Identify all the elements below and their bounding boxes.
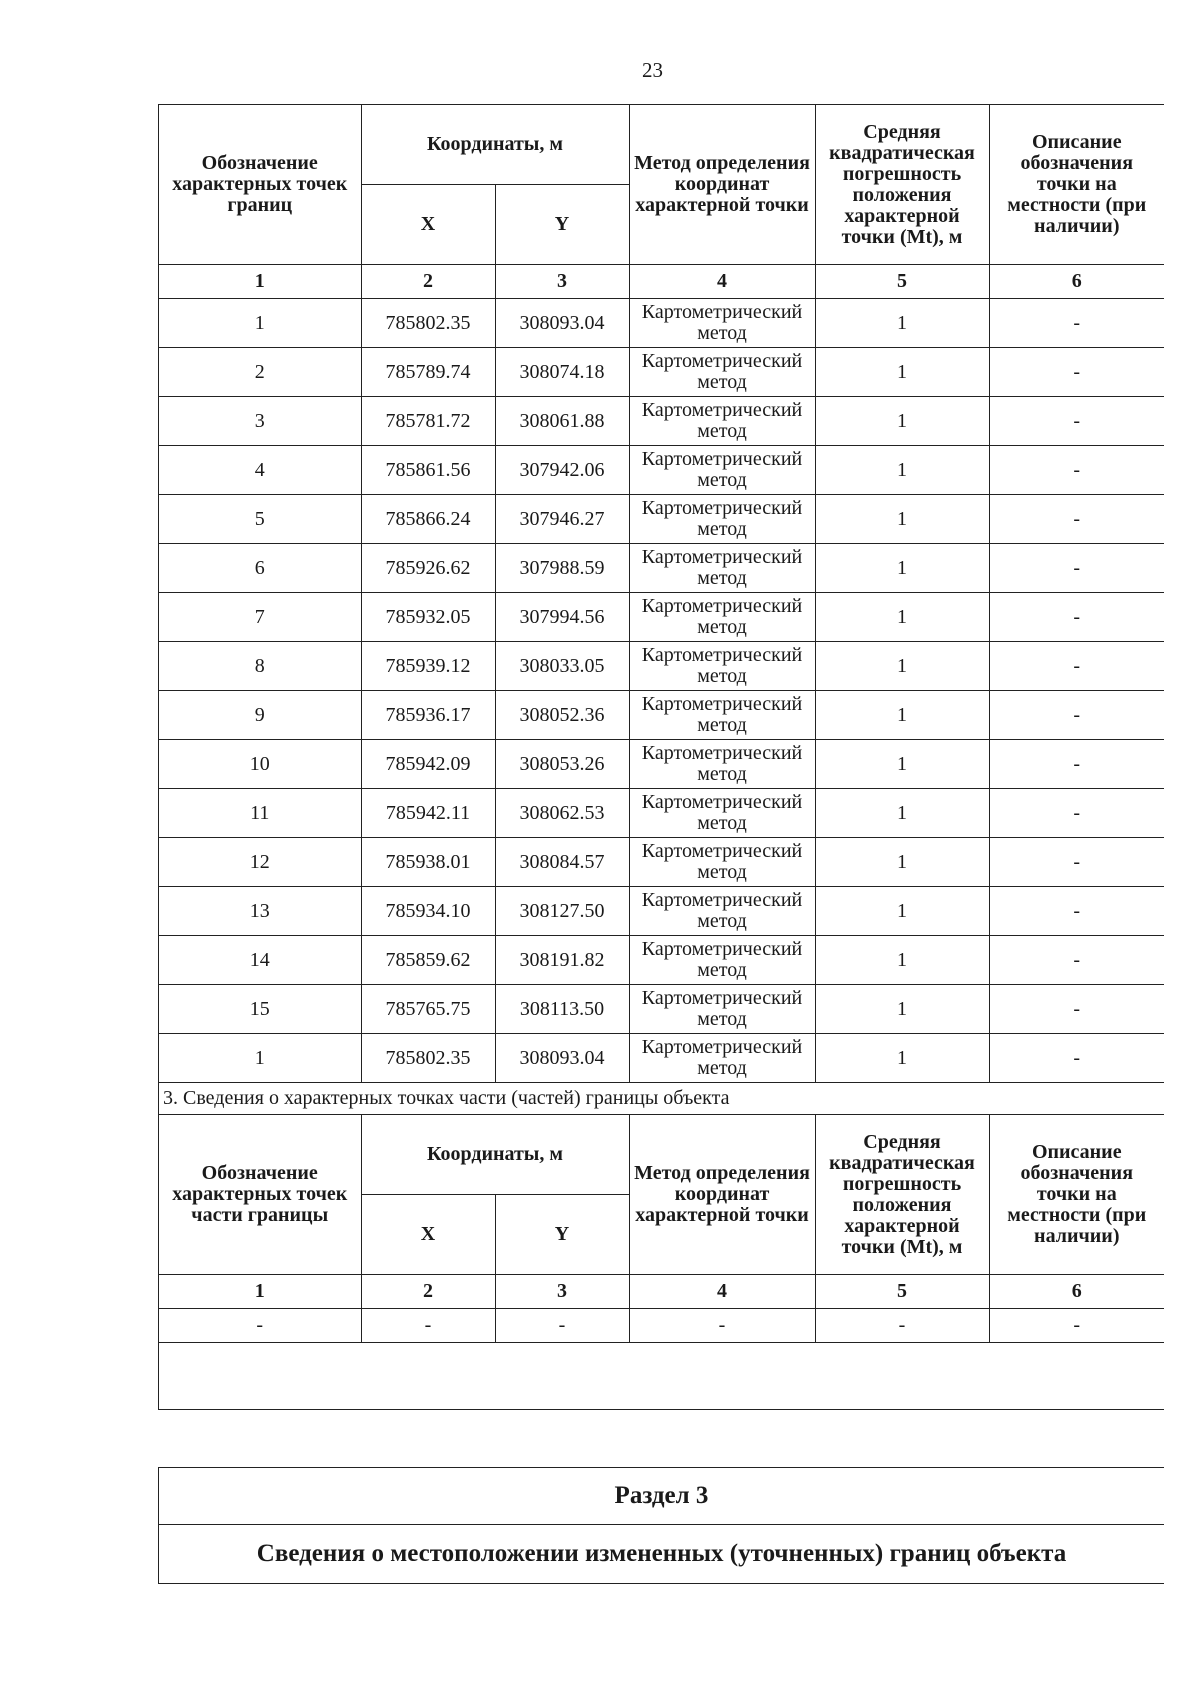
error-value: 1: [815, 691, 989, 740]
x-coordinate: 785802.35: [361, 1034, 495, 1083]
description: -: [989, 936, 1164, 985]
header-method: Метод определения координат характерной точки: [629, 1115, 815, 1275]
x-coordinate: 785781.72: [361, 397, 495, 446]
y-coordinate: 308191.82: [495, 936, 629, 985]
method-line: метод: [697, 616, 747, 638]
method-line: метод: [697, 812, 747, 834]
dash-cell: -: [159, 1309, 361, 1343]
point-number: 15: [159, 985, 361, 1034]
y-coordinate: 307946.27: [495, 495, 629, 544]
description: -: [989, 985, 1164, 1034]
y-coordinate: 308093.04: [495, 299, 629, 348]
coordinates-document: [158, 104, 1164, 1410]
error-value: 1: [815, 1034, 989, 1083]
page-number: 23: [642, 58, 663, 82]
dash-cell: -: [495, 1309, 629, 1343]
y-coordinate: 307988.59: [495, 544, 629, 593]
error-value: 1: [815, 397, 989, 446]
boundary-points-table: [159, 104, 1164, 1410]
description: -: [989, 887, 1164, 936]
point-number: 7: [159, 593, 361, 642]
method-line: метод: [697, 910, 747, 932]
x-coordinate: 785866.24: [361, 495, 495, 544]
column-number: 1: [159, 1275, 361, 1309]
table-row: [159, 740, 1164, 789]
description: -: [989, 691, 1164, 740]
method: [629, 691, 815, 740]
method-line: метод: [697, 959, 747, 981]
column-number: 5: [815, 1275, 989, 1309]
column-number: 4: [629, 265, 815, 299]
table-row: [159, 397, 1164, 446]
point-number: 1: [159, 299, 361, 348]
method: [629, 985, 815, 1034]
error-value: 1: [815, 446, 989, 495]
header-y: Y: [495, 1195, 629, 1275]
method-line: Картометрический: [641, 546, 803, 568]
method-line: Картометрический: [641, 889, 803, 911]
column-number: 3: [495, 1275, 629, 1309]
header-point-designation: Обозначение характерных точек границ: [159, 105, 361, 265]
y-coordinate: 307994.56: [495, 593, 629, 642]
y-coordinate: 308033.05: [495, 642, 629, 691]
method-line: метод: [697, 567, 747, 589]
header-description: Описание обозначения точки на местности (при наличии): [989, 1115, 1164, 1275]
error-value: 1: [815, 887, 989, 936]
x-coordinate: 785765.75: [361, 985, 495, 1034]
description: -: [989, 838, 1164, 887]
method-line: метод: [697, 1008, 747, 1030]
error-value: 1: [815, 544, 989, 593]
method: [629, 593, 815, 642]
error-value: 1: [815, 348, 989, 397]
error-value: 1: [815, 593, 989, 642]
point-number: 2: [159, 348, 361, 397]
header-error: Средняя квадратическая погрешность положения характерной точки (Mt), м: [815, 105, 989, 265]
column-number: 6: [989, 1275, 1164, 1309]
method-line: Картометрический: [641, 350, 803, 372]
header-coordinates: Координаты, м: [361, 105, 629, 185]
dash-cell: -: [629, 1309, 815, 1343]
header-point-designation: Обозначение характерных точек части границы: [159, 1115, 361, 1275]
point-number: 3: [159, 397, 361, 446]
table-row: [159, 299, 1164, 348]
y-coordinate: 308093.04: [495, 1034, 629, 1083]
description: -: [989, 495, 1164, 544]
method: [629, 397, 815, 446]
method-line: Картометрический: [641, 791, 803, 813]
method-line: метод: [697, 469, 747, 491]
method-line: метод: [697, 763, 747, 785]
point-number: 13: [159, 887, 361, 936]
column-number: 4: [629, 1275, 815, 1309]
point-number: 12: [159, 838, 361, 887]
description: -: [989, 1034, 1164, 1083]
point-number: 4: [159, 446, 361, 495]
table-row: [159, 1034, 1164, 1083]
point-number: 11: [159, 789, 361, 838]
method-line: Картометрический: [641, 301, 803, 323]
table-row: [159, 985, 1164, 1034]
empty-data-row: [159, 1309, 1164, 1343]
dash-cell: -: [361, 1309, 495, 1343]
method-line: метод: [697, 1057, 747, 1079]
x-coordinate: 785802.35: [361, 299, 495, 348]
description: -: [989, 348, 1164, 397]
column-numbers-row: [159, 1275, 1164, 1309]
table-row: [159, 495, 1164, 544]
header-coordinates: Координаты, м: [361, 1115, 629, 1195]
column-number: 3: [495, 265, 629, 299]
method: [629, 495, 815, 544]
section-3-box: [158, 1467, 1164, 1584]
table-row: [159, 544, 1164, 593]
method-line: метод: [697, 420, 747, 442]
method: [629, 838, 815, 887]
point-number: 9: [159, 691, 361, 740]
parts-caption: 3. Сведения о характерных точках части (частей) границы объекта: [159, 1083, 1164, 1115]
table-row: [159, 887, 1164, 936]
method: [629, 299, 815, 348]
method-line: метод: [697, 518, 747, 540]
y-coordinate: 308074.18: [495, 348, 629, 397]
header-x: X: [361, 185, 495, 265]
method: [629, 740, 815, 789]
method-line: Картометрический: [641, 840, 803, 862]
y-coordinate: 307942.06: [495, 446, 629, 495]
y-coordinate: 308113.50: [495, 985, 629, 1034]
point-number: 5: [159, 495, 361, 544]
method-line: Картометрический: [641, 644, 803, 666]
header-method: Метод определения координат характерной точки: [629, 105, 815, 265]
table-row: [159, 789, 1164, 838]
method: [629, 348, 815, 397]
column-numbers-row: [159, 265, 1164, 299]
x-coordinate: 785934.10: [361, 887, 495, 936]
column-number: 2: [361, 265, 495, 299]
blank-cell: [159, 1343, 1164, 1410]
x-coordinate: 785926.62: [361, 544, 495, 593]
table-row: [159, 691, 1164, 740]
y-coordinate: 308084.57: [495, 838, 629, 887]
point-number: 14: [159, 936, 361, 985]
point-number: 8: [159, 642, 361, 691]
error-value: 1: [815, 495, 989, 544]
method: [629, 642, 815, 691]
method: [629, 789, 815, 838]
method-line: Картометрический: [641, 938, 803, 960]
method-line: метод: [697, 714, 747, 736]
table-row: [159, 936, 1164, 985]
error-value: 1: [815, 740, 989, 789]
y-coordinate: 308052.36: [495, 691, 629, 740]
y-coordinate: 308127.50: [495, 887, 629, 936]
method-line: Картометрический: [641, 693, 803, 715]
method: [629, 544, 815, 593]
method: [629, 446, 815, 495]
x-coordinate: 785789.74: [361, 348, 495, 397]
table-row: [159, 838, 1164, 887]
dash-cell: -: [989, 1309, 1164, 1343]
dash-cell: -: [815, 1309, 989, 1343]
x-coordinate: 785939.12: [361, 642, 495, 691]
header-error: Средняя квадратическая погрешность положения характерной точки (Mt), м: [815, 1115, 989, 1275]
description: -: [989, 544, 1164, 593]
section-subtitle: Сведения о местоположении измененных (уточненных) границ объекта: [256, 1540, 1067, 1567]
description: -: [989, 299, 1164, 348]
error-value: 1: [815, 789, 989, 838]
method-line: Картометрический: [641, 497, 803, 519]
method: [629, 1034, 815, 1083]
method-line: Картометрический: [641, 1036, 803, 1058]
y-coordinate: 308053.26: [495, 740, 629, 789]
point-number: 10: [159, 740, 361, 789]
x-coordinate: 785859.62: [361, 936, 495, 985]
description: -: [989, 397, 1164, 446]
method-line: метод: [697, 322, 747, 344]
method: [629, 887, 815, 936]
description: -: [989, 446, 1164, 495]
point-number: 6: [159, 544, 361, 593]
header-description: Описание обозначения точки на местности (при наличии): [989, 105, 1164, 265]
x-coordinate: 785942.11: [361, 789, 495, 838]
point-number: 1: [159, 1034, 361, 1083]
x-coordinate: 785861.56: [361, 446, 495, 495]
error-value: 1: [815, 985, 989, 1034]
header-x: X: [361, 1195, 495, 1275]
column-number: 2: [361, 1275, 495, 1309]
error-value: 1: [815, 642, 989, 691]
table-row: [159, 593, 1164, 642]
table-row: [159, 348, 1164, 397]
method-line: Картометрический: [641, 399, 803, 421]
method-line: Картометрический: [641, 987, 803, 1009]
description: -: [989, 789, 1164, 838]
blank-row: [159, 1343, 1164, 1410]
table-row: [159, 446, 1164, 495]
description: -: [989, 642, 1164, 691]
description: -: [989, 593, 1164, 642]
method-line: метод: [697, 371, 747, 393]
x-coordinate: 785932.05: [361, 593, 495, 642]
table-row: [159, 642, 1164, 691]
description: -: [989, 740, 1164, 789]
column-number: 1: [159, 265, 361, 299]
x-coordinate: 785938.01: [361, 838, 495, 887]
column-number: 6: [989, 265, 1164, 299]
section-title: Раздел 3: [159, 1468, 1164, 1525]
y-coordinate: 308061.88: [495, 397, 629, 446]
error-value: 1: [815, 838, 989, 887]
error-value: 1: [815, 936, 989, 985]
column-number: 5: [815, 265, 989, 299]
method-line: метод: [697, 861, 747, 883]
method-line: Картометрический: [641, 742, 803, 764]
method-line: Картометрический: [641, 448, 803, 470]
x-coordinate: 785942.09: [361, 740, 495, 789]
header-y: Y: [495, 185, 629, 265]
method-line: метод: [697, 665, 747, 687]
x-coordinate: 785936.17: [361, 691, 495, 740]
method-line: Картометрический: [641, 595, 803, 617]
method: [629, 936, 815, 985]
y-coordinate: 308062.53: [495, 789, 629, 838]
error-value: 1: [815, 299, 989, 348]
